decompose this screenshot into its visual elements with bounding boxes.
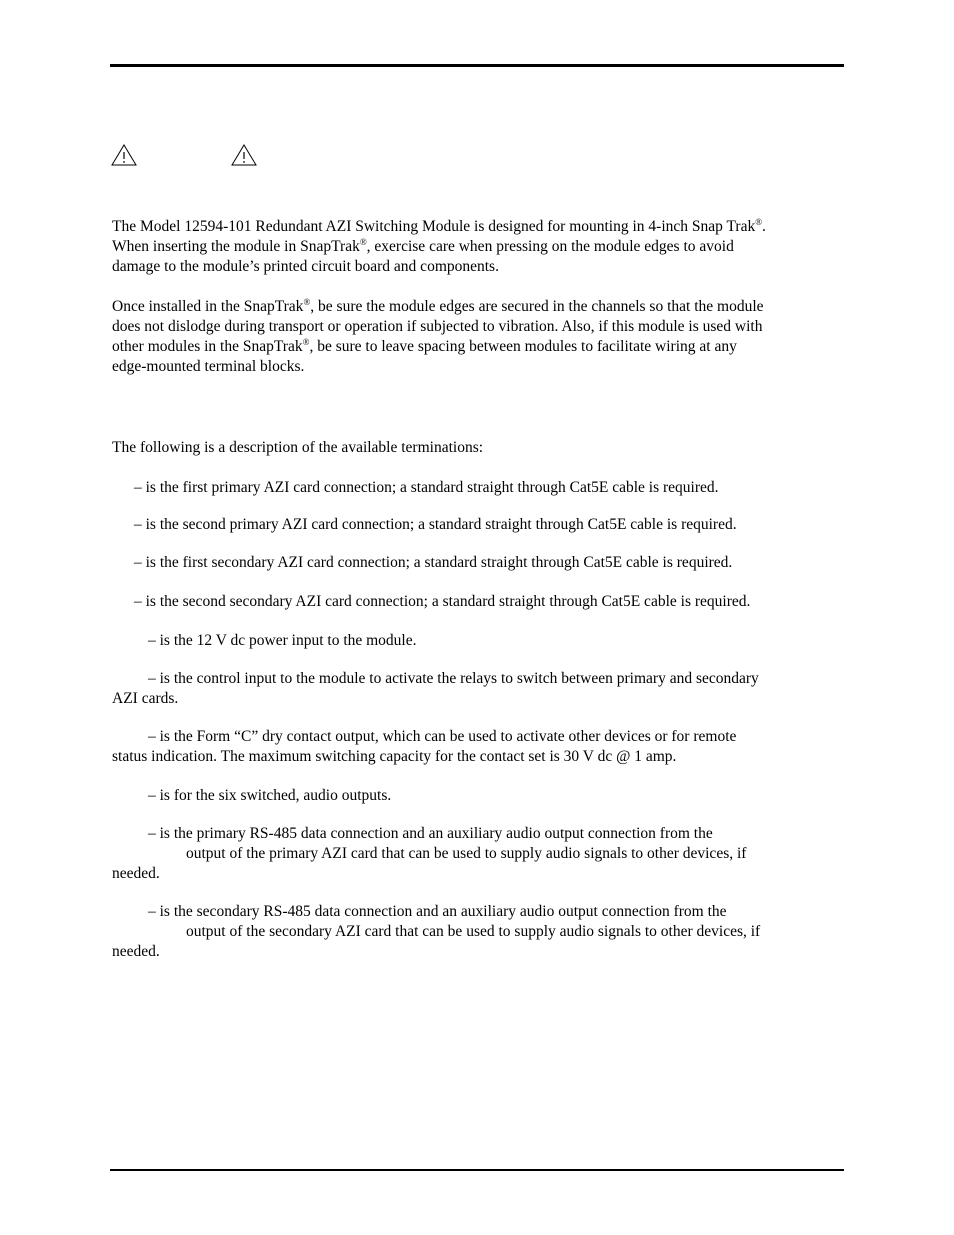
- termination-item: – is the 12 V dc power input to the module.: [148, 632, 417, 649]
- caution-icon: [111, 144, 137, 166]
- termination-item: – is the control input to the module to activate the relays to switch between primary and secondary AZI cards.: [112, 670, 759, 707]
- termination-item: – is the second primary AZI card connection; a standard straight through Cat5E cable is required.: [134, 516, 737, 533]
- termination-item: – is the secondary RS-485 data connection and an auxiliary audio output connection from the output of the secondary AZI card that can be used to supply audio signals to other devices, if needed.: [112, 903, 761, 960]
- termination-item: – is the second secondary AZI card connection; a standard straight through Cat5E cable is required.: [134, 593, 751, 610]
- header-rule: [110, 64, 844, 67]
- termination-item: – is the first secondary AZI card connection; a standard straight through Cat5E cable is required.: [134, 554, 733, 571]
- termination-item: – is the first primary AZI card connection; a standard straight through Cat5E cable is required.: [134, 479, 719, 496]
- caution-icon: [231, 144, 257, 166]
- footer-rule: [110, 1169, 844, 1171]
- termination-item: – is the Form “C” dry contact output, which can be used to activate other devices or for remote status indication. The maximum switching capacity for the contact set is 30 V dc @ 1 amp.: [112, 728, 737, 765]
- install-paragraph-2: Once installed in the SnapTrak®, be sure the module edges are secured in the channels so that the module does not dislodge during transport or operation if subjected to vibration. Also, if this module is used with other modules in the SnapTrak®, be sure to leave spacing between modules to facilitate wiring at any edge-mounted terminal blocks.: [112, 297, 764, 375]
- terminations-intro: The following is a description of the available terminations:: [112, 439, 484, 456]
- termination-item: – is the primary RS-485 data connection and an auxiliary audio output connection from the output of the primary AZI card that can be used to supply audio signals to other devices, if needed.: [112, 825, 747, 882]
- install-paragraph-1: The Model 12594-101 Redundant AZI Switching Module is designed for mounting in 4-inch Snap Trak®. When inserting the module in SnapTrak®, exercise care when pressing on the module edges to avoid damage to the module’s printed circuit board and components.: [112, 217, 766, 275]
- termination-item: – is for the six switched, audio outputs.: [148, 787, 392, 804]
